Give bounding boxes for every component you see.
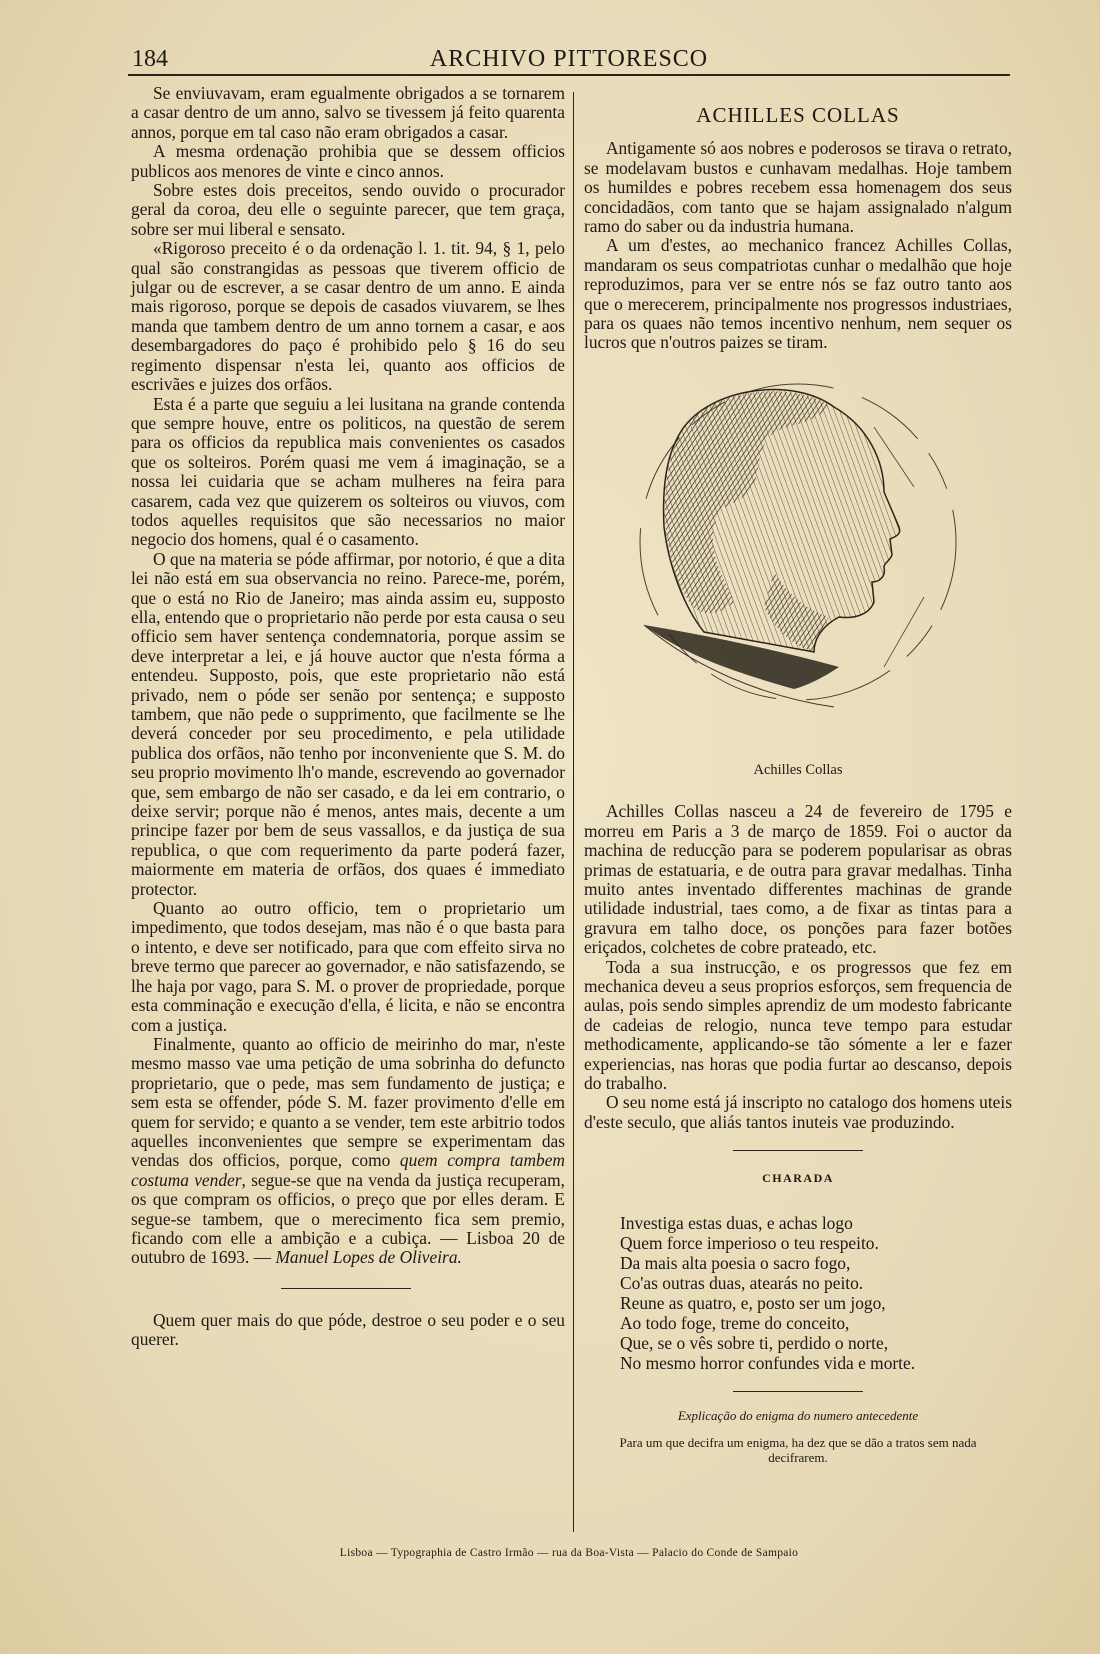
paragraph: Achilles Collas nasceu a 24 de fevereiro de 1795 e morreu em Paris a 3 de março de 1859. Foi o auctor da machina de reducção para se poderem popularisar as obras primas de estatuaria, e de outra para gravar medalhas. Tinha muito antes inventado differentes machinas de grande utilidade industrial, taes como, a de fixar as tintas para a gravura em talho doce, os ponções para fazer botões eriçados, colchetes de cobre prateado, etc. [584, 801, 1012, 958]
paragraph: Toda a sua instrucção, e os progressos que fez em mechanica deveu a seus proprios esforços, sem frequencia de aulas, pois sendo simples aprendiz de um modesto fabricante de cadeias de relogio, nunca teve tempo para estudar methodicamente, applicando-se tão sómente a ler e fazer experiencias, nas horas que podia furtar ao descanso, depois do trabalho. [584, 956, 1012, 1093]
paragraph: Antigamente só aos nobres e poderosos se tirava o retrato, se modelavam bustos e cunhavam medalhas. Hoje tambem os humildes e pobres recebem essa homenagem dos seus concidadãos, com tanto que se hajam assignalado n'algum ramo do saber ou da industria humana. [584, 138, 1012, 237]
paragraph [131, 1035, 565, 1268]
poem-line: Que, se o vês sobre ti, perdido o norte, [620, 1332, 889, 1353]
paragraph: Quanto ao outro officio, tem o proprietario um impedimento, que todos desejam, mas não é o que basta para o intento, e deve ser notificado, para que com effeito sirva no breve termo que parecer ao governador, e não satisfazendo, se lhe haja por vago, para S. M. o prover de propriedade, porque esta comminação e execução d'ella, é licita, e não se encontra com a justiça. [131, 898, 565, 1035]
right-column [584, 84, 1012, 1465]
left-column [131, 84, 565, 1350]
paragraph-text: Finalmente, quanto ao officio de meirinho do mar, n'este mesmo masso vae uma petição de uma sobrinha do defuncto proprietario, que o pede, mas sem fundamento de justiça; e sem esta se offender, póde S. M. fazer provimento d'elle em quem for servido; e quanto a se vender, tem este arbitrio todos aquelles inconvenientes que sempre se experimentam das vendas dos officios, porque, como [131, 1033, 565, 1171]
medallion-portrait-icon [584, 367, 1012, 757]
signature: Manuel Lopes de Oliveira. [275, 1247, 462, 1268]
running-title: ARCHIVO PITTORESCO [429, 46, 709, 72]
poem-line: Investiga estas duas, e achas logo [620, 1212, 853, 1233]
paragraph-text: , segue-se que na venda da justiça recuperam, os que compram os officios, o preço que por elles deram. E segue-se tambem, que o merecimento fica sem premio, ficando com elle a ambição e a cubiça. — Lisboa 20 de outubro de 1693. — [131, 1169, 565, 1268]
maxim: Quem quer mais do que póde, destroe o seu poder e o seu querer. [131, 1309, 565, 1350]
explanation-title: Explicação do enigma do numero antecedente [677, 1407, 919, 1423]
page-header [128, 42, 1010, 74]
poem-line: Co'as outras duas, atearás no peito. [620, 1272, 864, 1293]
separator-rule [733, 1391, 863, 1392]
explanation-text: Para um que decifra um enigma, ha dez que se dão a tratos sem nada decifrarem. [619, 1435, 977, 1465]
column-divider [573, 92, 574, 1532]
poem-line: No mesmo horror confundes vida e morte. [620, 1352, 916, 1373]
paragraph: O seu nome está já inscripto no catalogo dos homens uteis d'este seculo, que aliás tantos inuteis vae produzindo. [584, 1092, 1012, 1132]
charada-poem [620, 1213, 1012, 1373]
portrait-caption: Achilles Collas [753, 761, 843, 778]
separator-rule [281, 1288, 411, 1289]
charada-title: CHARADA [762, 1171, 834, 1186]
paragraph: O que na materia se póde affirmar, por notorio, é que a dita lei não está em sua observancia no reino. Parece-me, porém, que o está no Rio de Janeiro; mas ainda assim eu, supposto ella, entendo que o proprietario não perde por esta causa o seu officio sem haver sentença condemnatoria, porque assim se deve interpretar a lei, e já houve auctor que n'esta fórma a entendeu. Supposto, pois, que este proprietario não está privado, nem o póde ser senão por sentença; e supposto tambem, que não pede o supprimento, que facilmente se lhe deverá conceder por seu procedimento, e pela utilidade publica dos orfãos, não tenho por inconveniente que S. M. do seu proprio movimento lh'o mande, escrevendo ao governador que, sem embargo de não ser casado, e da lei em contrario, o deixe servir; porque não é menos, antes mais, decente a um principe fazer por bem de seus vassallos, e da justiça de sua republica, o que com requerimento da parte poderá fazer, maiormente em materia de orfãos, dos quaes é immediato protector. [131, 548, 565, 899]
poem-line: Reune as quatro, e, posto ser um jogo, [620, 1292, 886, 1313]
paragraph: A um d'estes, ao mechanico francez Achilles Collas, mandaram os seus compatriotas cunhar o medalhão que hoje reproduzimos, para ver se entre nós se faz outro tanto aos que o merecerem, principalmente nos progressos industriaes, para os quaes não temos incentivo nenhum, nem sequer os lucros que n'outros paizes se tiram. [584, 235, 1012, 353]
poem-line: Da mais alta poesia o sacro fogo, [620, 1252, 851, 1273]
poem-line: Quem force imperioso o teu respeito. [620, 1232, 879, 1253]
italic-quote: quem compra tambem costuma vender [131, 1150, 565, 1190]
page-number: 184 [132, 46, 168, 72]
paragraph: A mesma ordenação prohibia que se dessem officios publicos aos menores de vinte e cinco annos. [131, 141, 565, 181]
paragraph: Sobre estes dois preceitos, sendo ouvido o procurador geral da coroa, deu elle o seguinte parecer, que tem graça, sobre ser mui liberal e sensato. [131, 180, 565, 239]
paragraph: Se enviuvavam, eram egualmente obrigados a se tornarem a casar dentro de um anno, salvo se tivessem já feito quarenta annos, porque em tal caso não eram obrigados a casar. [131, 83, 565, 142]
poem-line: Ao todo foge, treme do conceito, [620, 1312, 850, 1333]
paragraph: «Rigoroso preceito é o da ordenação l. 1. tit. 94, § 1, pelo qual são constrangidas as pessoas que tiverem officio de julgar ou de escrever, a se casar dentro de um anno. E ainda mais rigoroso, porque se depois de casados viuvarem, se lhes manda que tambem dentro de um anno tornem a casar, e aos desembargadores do paço é prohibido pelo § 16 do seu regimento dispensar n'esta lei, quanto aos officios de escrivães e juizes dos orfãos. [131, 238, 565, 395]
article-title: ACHILLES COLLAS [696, 103, 900, 127]
imprint-footer: Lisboa — Typographia de Castro Irmão — rua da Boa-Vista — Palacio do Conde de Sampaio [339, 1547, 799, 1559]
header-rule [128, 74, 1010, 76]
paragraph: Esta é a parte que seguiu a lei lusitana na grande contenda que sempre houve, entre os politicos, na questão de serem para os officios da republica mais convenientes os casados que os solteiros. Porém quasi me vem á imaginação, se a nossa lei cuidaria que se acham mulheres na feira para casarem, cada vez que quizerem os solteiros ou viuvos, com todos aquelles requisitos que são necessarios no maior negocio dos homens, qual é o casamento. [131, 393, 565, 550]
separator-rule [733, 1150, 863, 1151]
